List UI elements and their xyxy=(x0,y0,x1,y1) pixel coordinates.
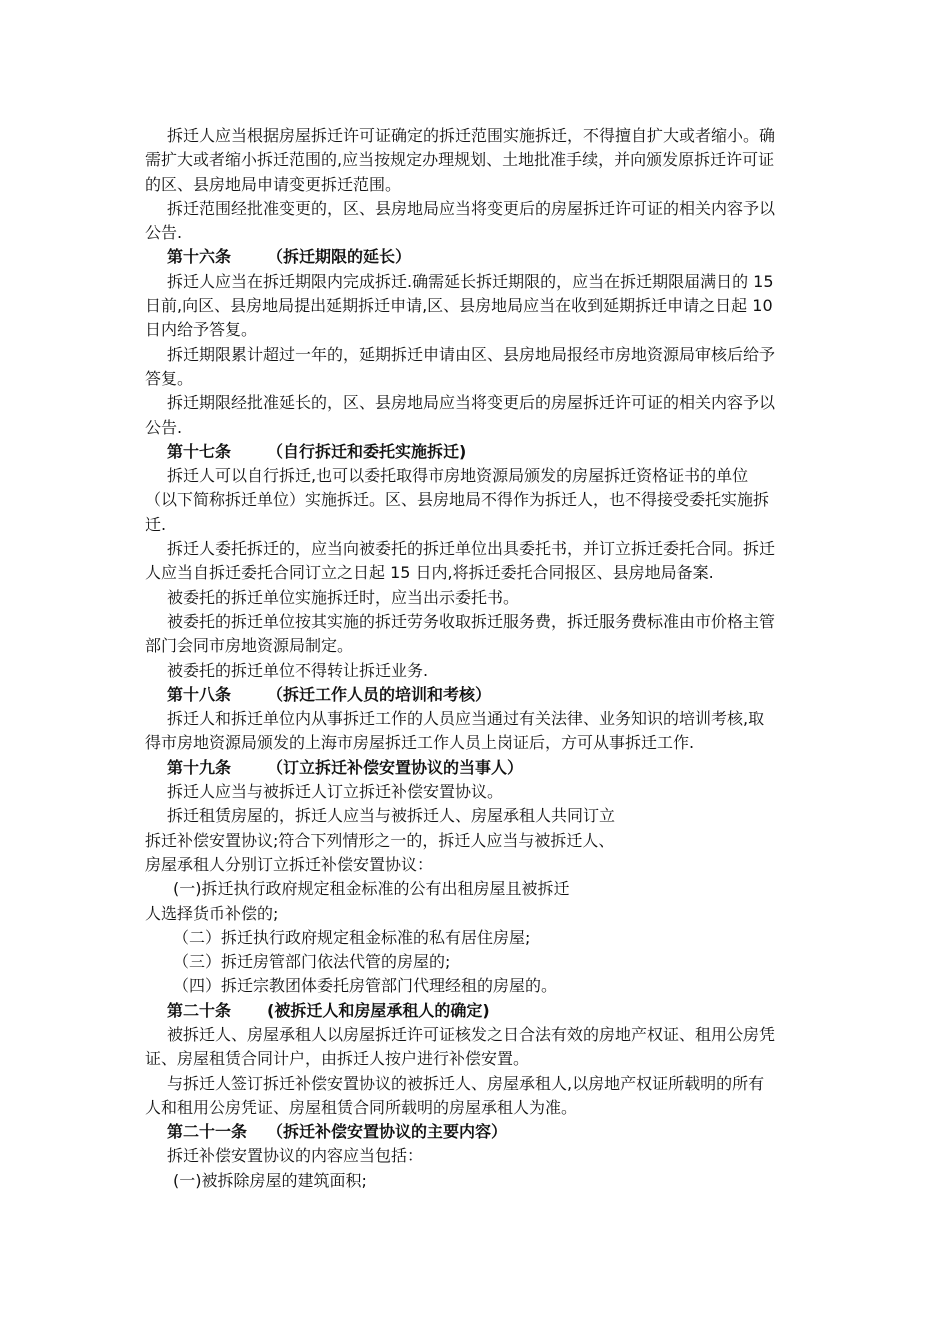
text-line: 公告. xyxy=(145,417,183,437)
text-line: 被委托的拆迁单位实施拆迁时，应当出示委托书。 xyxy=(167,587,520,607)
paragraph xyxy=(145,537,813,586)
paragraph xyxy=(145,391,813,440)
article-heading xyxy=(145,1120,813,1144)
paragraph xyxy=(145,343,813,392)
article-heading xyxy=(145,999,813,1023)
text-line: （三）拆迁房管部门依法代管的房屋的; xyxy=(173,952,451,972)
paragraph xyxy=(145,586,813,610)
text-line: 需扩大或者缩小拆迁范围的,应当按规定办理规划、土地批准手续，并向颁发原拆迁许可证 xyxy=(145,150,775,170)
article-heading xyxy=(145,245,813,269)
article-number: 第十九条 xyxy=(167,757,232,777)
text-line: 日前,向区、县房地局提出延期拆迁申请,区、县房地局应当在收到延期拆迁申请之日起 10 xyxy=(145,296,773,316)
text-line: 拆迁人应当根据房屋拆迁许可证确定的拆迁范围实施拆迁，不得擅自扩大或者缩小。确 xyxy=(167,126,776,145)
text-line: 拆迁补偿安置协议的内容应当包括： xyxy=(167,1146,424,1166)
text-line: 与拆迁人签订拆迁补偿安置协议的被拆迁人、房屋承租人,以房地产权证所载明的所有 xyxy=(167,1073,765,1093)
text-line: 人和租用公房凭证、房屋租赁合同所载明的房屋承租人为准。 xyxy=(145,1097,578,1117)
paragraph xyxy=(145,464,813,537)
text-line: 部门会同市房地资源局制定。 xyxy=(145,636,354,656)
text-line: 拆迁范围经批准变更的，区、县房地局应当将变更后的房屋拆迁许可证的相关内容予以 xyxy=(167,198,776,218)
article-title: （拆迁补偿安置协议的主要内容） xyxy=(267,1122,508,1142)
text-line: 答复。 xyxy=(145,368,194,388)
article-heading xyxy=(145,756,813,780)
text-line: 拆迁人可以自行拆迁,也可以委托取得市房地资源局颁发的房屋拆迁资格证书的单位 xyxy=(167,466,749,486)
paragraph xyxy=(145,1144,813,1168)
text-line: 拆迁期限经批准延长的，区、县房地局应当将变更后的房屋拆迁许可证的相关内容予以 xyxy=(167,393,776,413)
text-line: 拆迁补偿安置协议;符合下列情形之一的，拆迁人应当与被拆迁人、 xyxy=(145,830,615,850)
text-line: 房屋承租人分别订立拆迁补偿安置协议： xyxy=(145,854,434,874)
text-line: 得市房地资源局颁发的上海市房屋拆迁工作人员上岗证后，方可从事拆迁工作. xyxy=(145,733,695,753)
text-line: （四）拆迁宗教团体委托房管部门代理经租的房屋的。 xyxy=(173,976,558,996)
text-line: 拆迁人委托拆迁的，应当向被委托的拆迁单位出具委托书，并订立拆迁委托合同。拆迁 xyxy=(167,539,776,559)
article-heading xyxy=(145,683,813,707)
text-line: (一)拆迁执行政府规定租金标准的公有出租房屋且被拆迁 xyxy=(173,879,570,899)
paragraph xyxy=(145,780,813,804)
paragraph xyxy=(145,610,813,659)
paragraph xyxy=(145,950,813,974)
article-title: (被拆迁人和房屋承租人的确定) xyxy=(267,1000,490,1020)
article-number: 第十七条 xyxy=(167,441,232,461)
paragraph xyxy=(145,877,813,926)
article-number: 第二十一条 xyxy=(167,1122,248,1142)
text-line: 人应当自拆迁委托合同订立之日起 15 日内,将拆迁委托合同报区、县房地局备案. xyxy=(145,563,714,583)
text-line: (一)被拆除房屋的建筑面积; xyxy=(173,1170,367,1190)
paragraph xyxy=(145,1023,813,1072)
paragraph xyxy=(145,124,813,197)
paragraph xyxy=(145,1169,813,1193)
text-line: 迁. xyxy=(145,514,167,534)
text-line: 拆迁人和拆迁单位内从事拆迁工作的人员应当通过有关法律、业务知识的培训考核,取 xyxy=(167,709,765,729)
paragraph xyxy=(145,197,813,246)
article-heading xyxy=(145,440,813,464)
article-title: （拆迁期限的延长） xyxy=(267,247,412,267)
paragraph xyxy=(145,1072,813,1121)
article-number: 第十六条 xyxy=(167,247,232,267)
article-number: 第十八条 xyxy=(167,684,232,704)
text-line: 日内给予答复。 xyxy=(145,320,258,340)
text-line: 拆迁人应当在拆迁期限内完成拆迁.确需延长拆迁期限的，应当在拆迁期限届满日的 15 xyxy=(167,271,774,291)
paragraph xyxy=(145,270,813,343)
article-title: （拆迁工作人员的培训和考核） xyxy=(267,684,492,704)
text-line: （二）拆迁执行政府规定租金标准的私有居住房屋; xyxy=(173,927,531,947)
paragraph xyxy=(145,659,813,683)
text-line: 被拆迁人、房屋承租人以房屋拆迁许可证核发之日合法有效的房地产权证、租用公房凭 xyxy=(167,1024,776,1044)
article-number: 第二十条 xyxy=(167,1000,232,1020)
article-title: （订立拆迁补偿安置协议的当事人） xyxy=(267,757,524,777)
paragraph xyxy=(145,707,813,756)
text-line: 被委托的拆迁单位按其实施的拆迁劳务收取拆迁服务费，拆迁服务费标准由市价格主管 xyxy=(167,611,776,631)
text-line: 拆迁租赁房屋的，拆迁人应当与被拆迁人、房屋承租人共同订立 xyxy=(167,806,616,826)
document-body xyxy=(145,124,813,1193)
paragraph xyxy=(145,926,813,950)
text-line: 证、房屋租赁合同计户，由拆迁人按户进行补偿安置。 xyxy=(145,1049,530,1069)
text-line: 公告. xyxy=(145,223,183,243)
text-line: 的区、县房地局申请变更拆迁范围。 xyxy=(145,174,402,194)
paragraph xyxy=(145,974,813,998)
text-line: 人选择货币补偿的; xyxy=(145,903,279,923)
article-title: （自行拆迁和委托实施拆迁) xyxy=(267,441,467,461)
text-line: （以下简称拆迁单位）实施拆迁。区、县房地局不得作为拆迁人，也不得接受委托实施拆 xyxy=(145,490,770,510)
text-line: 被委托的拆迁单位不得转让拆迁业务. xyxy=(167,660,429,680)
text-line: 拆迁期限累计超过一年的，延期拆迁申请由区、县房地局报经市房地资源局审核后给予 xyxy=(167,344,776,364)
text-line: 拆迁人应当与被拆迁人订立拆迁补偿安置协议。 xyxy=(167,782,504,802)
paragraph xyxy=(145,804,813,877)
